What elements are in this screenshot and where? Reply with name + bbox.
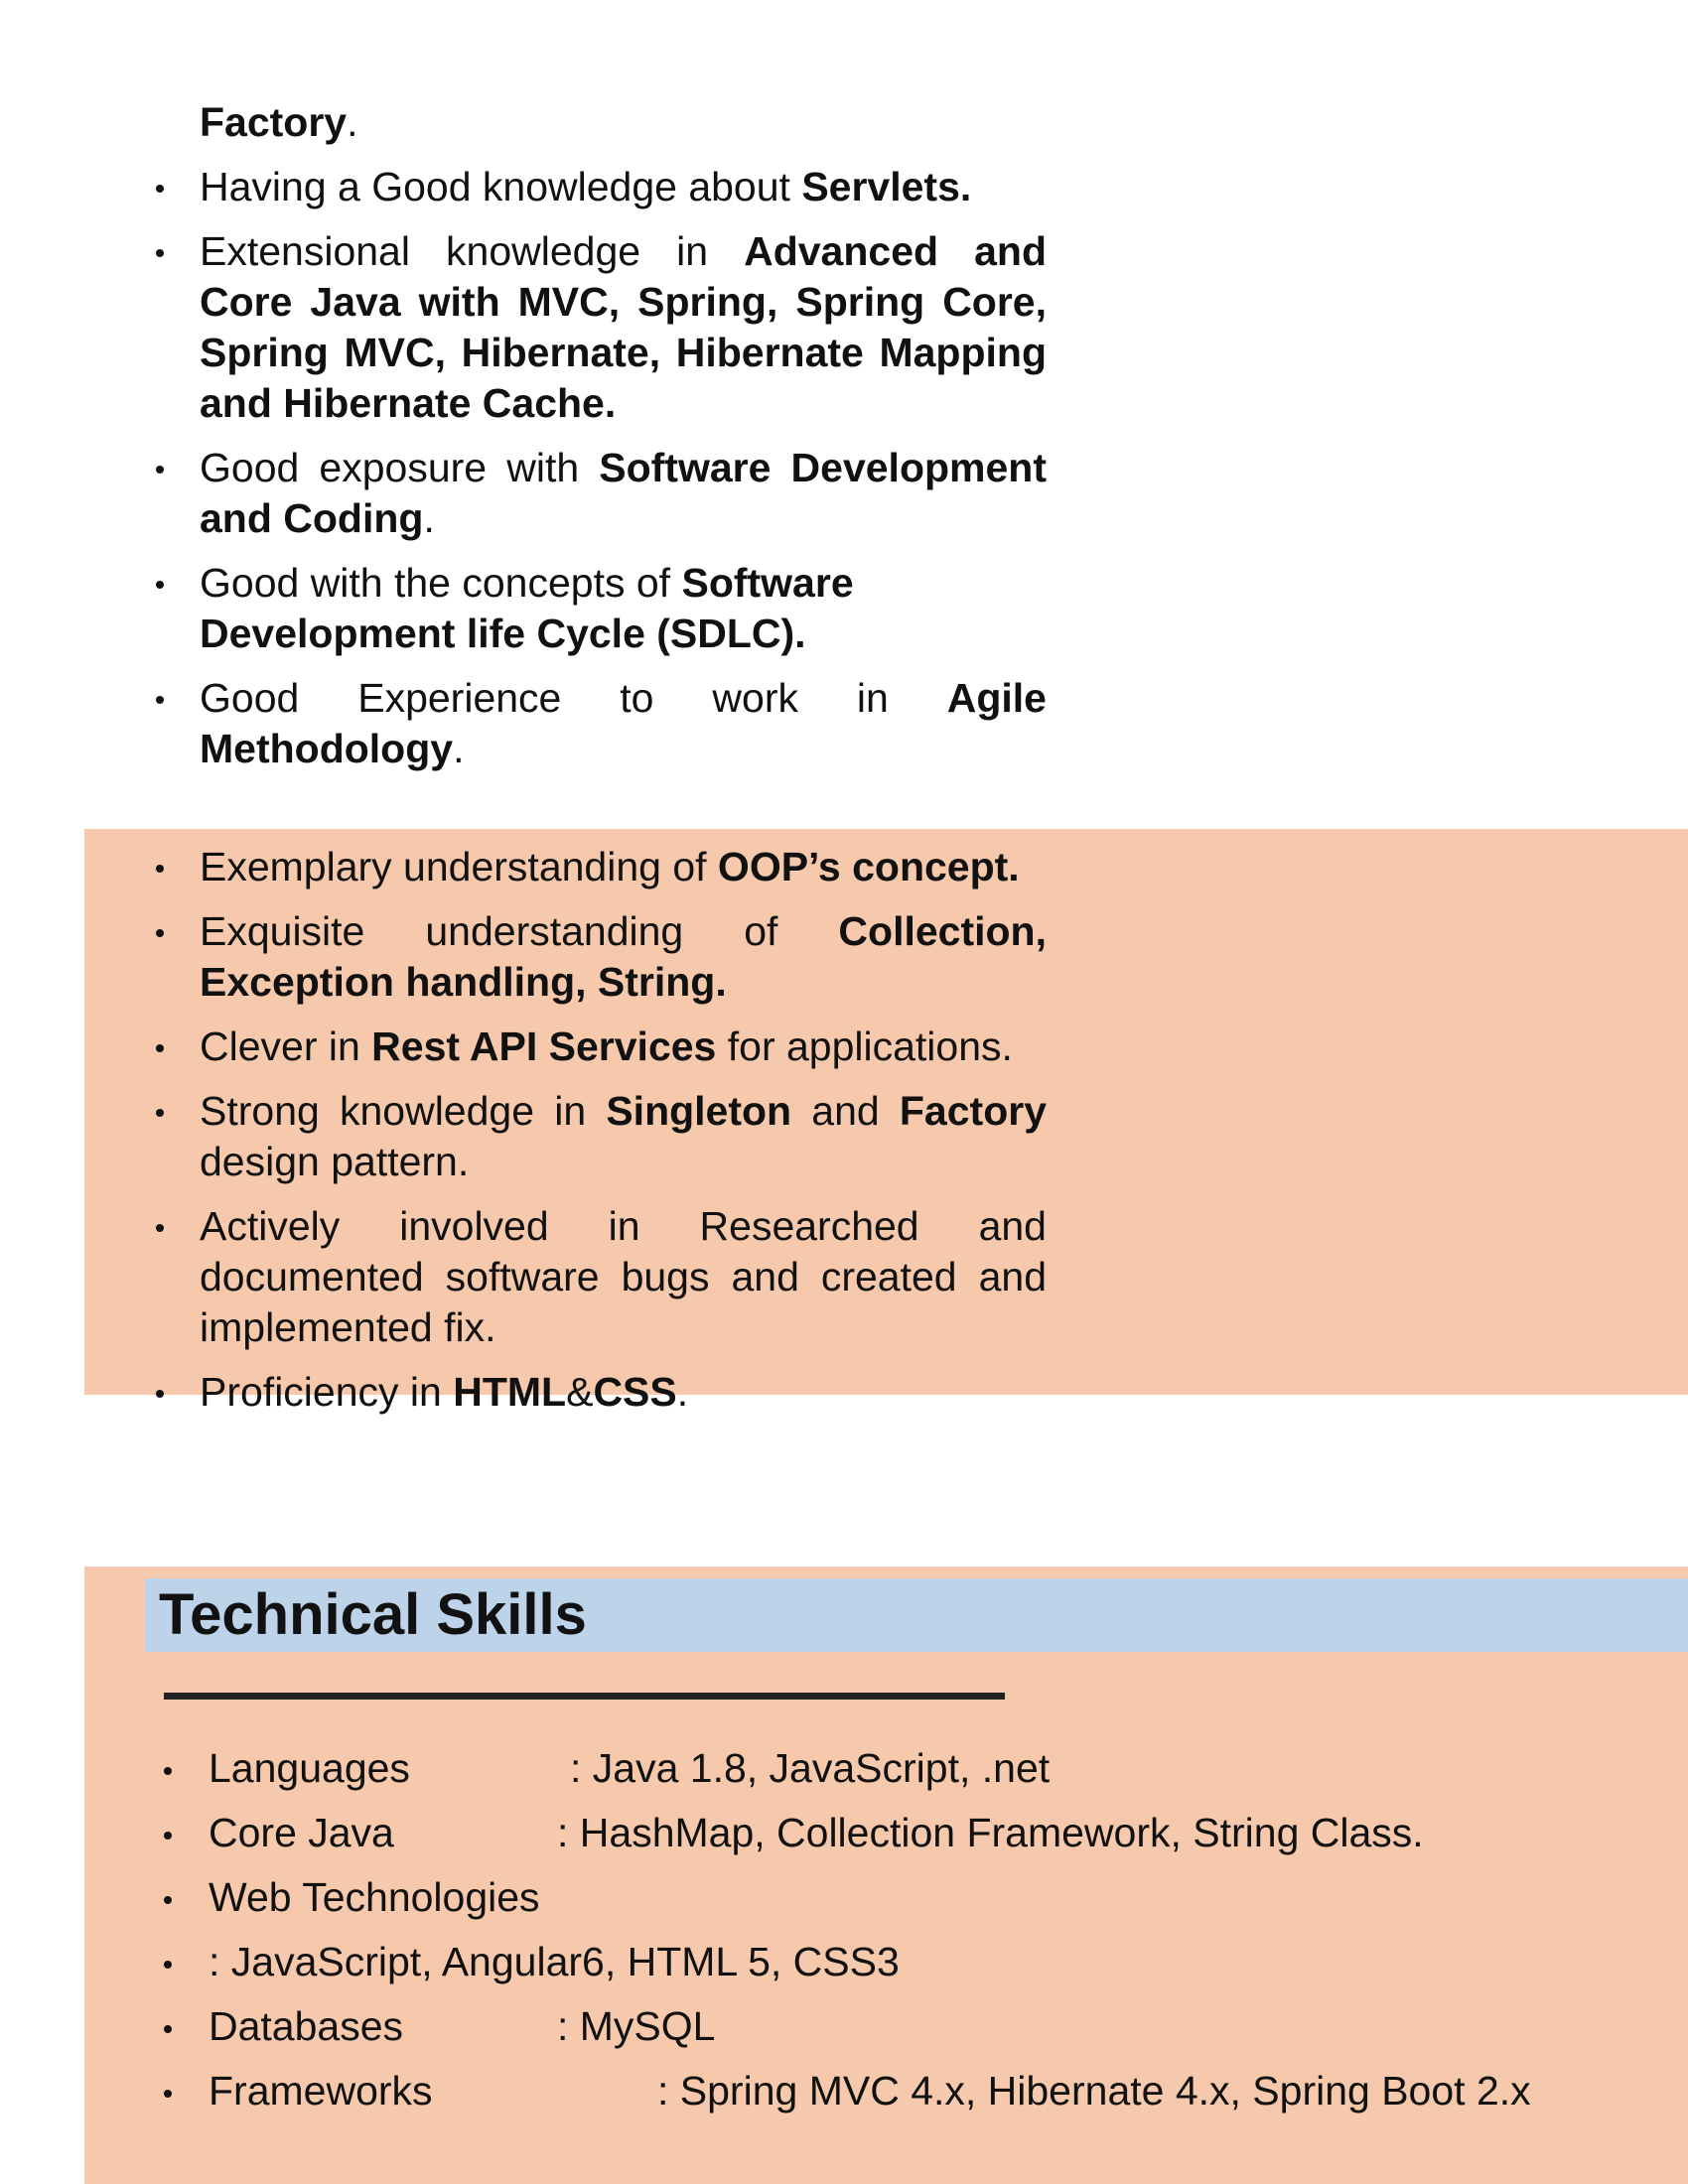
- skill-value: : JavaScript, Angular6, HTML 5, CSS3: [209, 1939, 900, 1984]
- text: Proficiency in: [200, 1369, 454, 1415]
- text: .: [423, 495, 435, 541]
- text: for applications.: [716, 1024, 1013, 1069]
- bold-text: OOP’s concept.: [717, 844, 1020, 889]
- bold-text: Rest API Services: [371, 1024, 717, 1069]
- bold-text: Collection, Exception handling, String.: [200, 908, 1047, 1005]
- bold-text: CSS: [593, 1369, 677, 1415]
- list-item: [149, 443, 1047, 544]
- text: Having a Good knowledge about: [200, 164, 802, 209]
- list-item: [149, 673, 1047, 774]
- summary-list-continued: [149, 97, 1047, 788]
- list-item: [149, 97, 1047, 148]
- section-divider: [164, 1693, 1005, 1700]
- skill-label: Core Java: [209, 1810, 394, 1855]
- text: Extensional knowledge in: [200, 228, 745, 274]
- technical-skills-list: [157, 1742, 1646, 2129]
- skill-label: Languages: [209, 1745, 410, 1791]
- bold-text: Factory: [200, 99, 348, 145]
- summary-list-highlighted: [149, 842, 1047, 1432]
- list-item: [149, 1022, 1047, 1072]
- text: Good with the concepts of: [200, 560, 682, 606]
- bold-text: Agile Methodology: [200, 675, 1047, 771]
- skill-row-core-java: [157, 1807, 1646, 1871]
- skill-value: : Java 1.8, JavaScript, .net: [570, 1745, 1051, 1791]
- text: Exemplary understanding of: [200, 844, 718, 889]
- bold-text: Servlets.: [801, 164, 972, 209]
- list-item: [149, 558, 1047, 659]
- bold-text: Singleton: [606, 1088, 792, 1134]
- text: .: [676, 1369, 689, 1415]
- text: .: [453, 726, 465, 771]
- skill-value: : Spring MVC 4.x, Hibernate 4.x, Spring Boot 2.x: [657, 2068, 1531, 2114]
- skill-value: : HashMap, Collection Framework, String Class.: [557, 1810, 1424, 1855]
- text: design pattern.: [200, 1139, 470, 1184]
- skill-label: Frameworks: [209, 2068, 433, 2114]
- text: &: [566, 1369, 594, 1415]
- list-item: [149, 1086, 1047, 1187]
- skill-label: Web Technologies: [209, 1874, 540, 1920]
- bold-text: Factory: [899, 1088, 1047, 1134]
- bold-text: Advanced and Core Java with MVC, Spring, Spring Core, Spring MVC, Hibernate, Hibernate Mapping and Hibernate Cache.: [200, 228, 1047, 426]
- list-item: [149, 226, 1047, 429]
- skill-value: : MySQL: [557, 2003, 716, 2049]
- skill-row-web-technologies: [157, 1871, 1646, 1936]
- text: and: [791, 1088, 900, 1134]
- list-item: [149, 1201, 1047, 1353]
- technical-skills-header: [145, 1578, 1688, 1652]
- text: Clever in: [200, 1024, 372, 1069]
- text: Actively involved in Researched and documented software bugs and created and implemented fix.: [200, 1203, 1047, 1350]
- list-item: [149, 162, 1047, 212]
- skill-row-languages: [157, 1742, 1646, 1807]
- skill-label: Databases: [209, 2003, 404, 2049]
- skill-row-frameworks: [157, 2065, 1646, 2129]
- list-item: [149, 1367, 1047, 1418]
- skill-row-databases: [157, 2000, 1646, 2065]
- text: Exquisite understanding of: [200, 908, 839, 954]
- bold-text: Software Development life Cycle (SDLC).: [200, 560, 854, 656]
- skill-row-web-technologies-value: [157, 1936, 1646, 2000]
- text: Strong knowledge in: [200, 1088, 607, 1134]
- list-item: [149, 906, 1047, 1008]
- text: .: [347, 99, 358, 145]
- bold-text: HTML: [453, 1369, 567, 1415]
- bold-text: Software Development and Coding: [200, 445, 1047, 541]
- section-title: Technical Skills: [159, 1582, 587, 1647]
- text: Good exposure with: [200, 445, 600, 490]
- list-item: [149, 842, 1047, 892]
- text: Good Experience to work in: [200, 675, 947, 721]
